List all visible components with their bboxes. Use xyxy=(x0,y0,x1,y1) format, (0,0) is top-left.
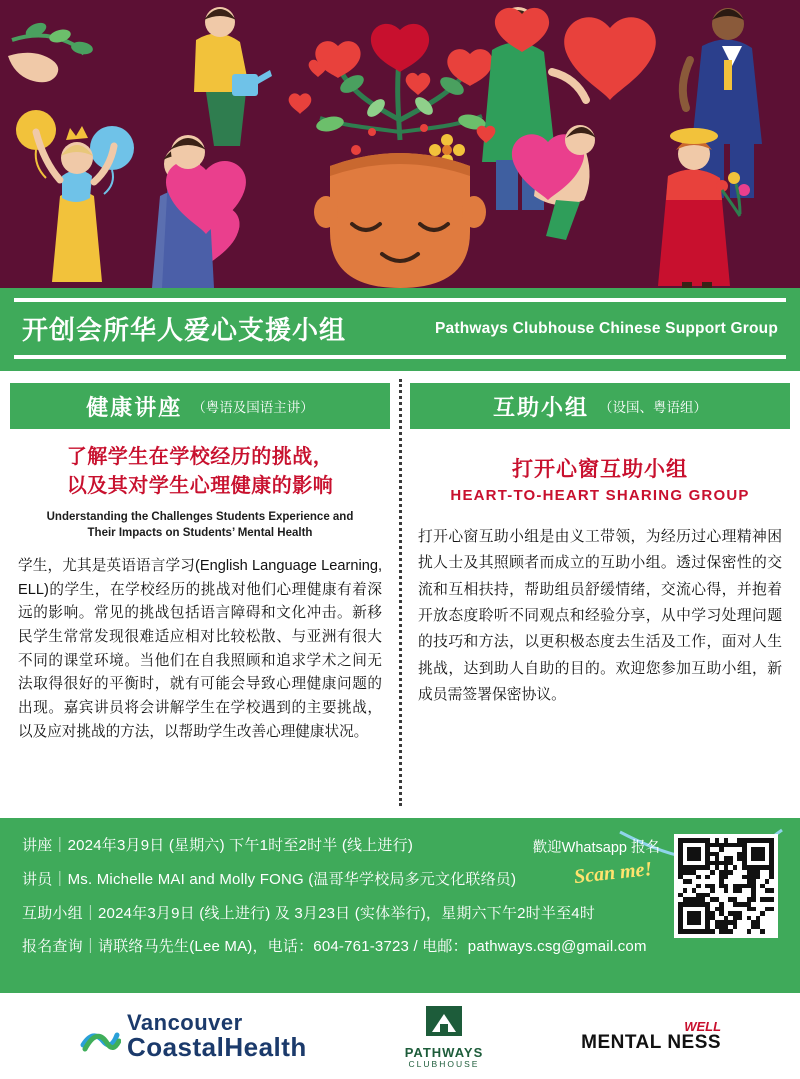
lecture-header-sub: （粤语及国语主讲） xyxy=(192,400,314,415)
mw-logo-well: WELL xyxy=(684,1019,722,1034)
lecture-subtitle-line2: Their Impacts on Students’ Mental Health xyxy=(87,527,313,540)
support-group-header-sub: （设国、粤语组） xyxy=(599,400,707,415)
info-group-datetime: 互助小组｜2024年3月9日 (线上进行) 及 3月23日 (实体举行)，星期六下午2时半至4时 xyxy=(22,904,596,922)
lecture-header-main: 健康讲座 xyxy=(86,394,183,420)
info-speakers: 讲员｜Ms. Michelle MAI and Molly FONG (温哥华学校局多元文化联络员) xyxy=(22,870,517,888)
support-group-body-text: 打开心窗互助小组是由义工带领，为经历过心理精神困扰人士及其照顾者而成立的互助小组。透过保密性的交流和互相扶持，帮助组员舒缓情绪，交流心得，并抱着开放态度聆听不同观点和经验分享，从中学习处理问题的技巧和方法，以更积极态度去生活及工作，面对人生挑战，达到助人自助的目的。欢迎您参加互助小组，新成员需签署保密协议。 xyxy=(418,529,782,703)
lecture-subtitle-line1: Understanding the Challenges Students Experience and xyxy=(46,511,354,523)
lecture-subtitle xyxy=(18,509,382,541)
vch-logo-line1: Vancouver xyxy=(126,1009,243,1035)
whatsapp-signup-label: 歡迎Whatsapp 报名 xyxy=(532,840,660,856)
lecture-column xyxy=(0,371,400,814)
title-bar xyxy=(0,288,800,371)
qr-code-grid xyxy=(678,838,774,934)
title-rule-bottom xyxy=(14,355,786,359)
lecture-title xyxy=(18,443,382,501)
vch-logo xyxy=(79,1011,307,1061)
mentalwellness-logo xyxy=(581,1020,721,1052)
lecture-header xyxy=(10,383,390,429)
pathways-logo xyxy=(405,1002,484,1070)
page-title-cn: 开创会所华人爱心支援小组 xyxy=(22,315,347,345)
pathways-mark-icon xyxy=(420,1002,468,1044)
qr-code[interactable] xyxy=(674,834,778,938)
support-group-title-en: HEART-TO-HEART SHARING GROUP xyxy=(450,487,750,504)
page-title-en: Pathways Clubhouse Chinese Support Group xyxy=(434,319,778,337)
vch-mark-icon xyxy=(79,1015,121,1057)
info-lecture-datetime: 讲座｜2024年3月9日 (星期六) 下午1时至2时半 (线上进行) xyxy=(22,837,414,854)
lecture-title-line2: 以及其对学生心理健康的影响 xyxy=(66,475,334,497)
lecture-body-text: 学生，尤其是英语语言学习(English Language Learning, ELL)的学生，在学校经历的挑战对他们心理健康有着深远的影响。常见的挑战包括语言障碍和文化冲击。新移民学生常常发现很难适应相对比较松散、与亚洲有很大不同的课堂环境。当他们在自我照顾和追求学术之间无法取得很好的平衡时，就有可能会导致心理健康问题的出现。嘉宾讲员将会讲解学生在学校遇到的主要挑战，以及应对挑战的方法，以帮助学生改善心理健康状况。 xyxy=(18,558,382,740)
support-group-header-main: 互助小组 xyxy=(492,394,589,420)
event-info-panel xyxy=(0,818,800,993)
info-contact: 报名查询｜请联络马先生(Lee MA)，电话：604-761-3723 / 电邮：pathways.csg@gmail.com xyxy=(22,938,647,956)
content-columns xyxy=(0,371,800,814)
pathways-logo-line2: CLUBHOUSE xyxy=(408,1059,480,1070)
pathways-logo-line1: PATHWAYS xyxy=(404,1045,484,1061)
title-rule-top xyxy=(14,298,786,302)
hero-artwork xyxy=(0,0,800,288)
lecture-title-line1: 了解学生在学校经历的挑战， xyxy=(66,446,334,468)
support-group-header xyxy=(410,383,790,429)
support-group-column xyxy=(400,371,800,814)
mw-logo-main: MENTAL NESS xyxy=(581,1032,722,1053)
support-group-title-cn: 打开心窗互助小组 xyxy=(512,458,688,481)
hero-illustration xyxy=(0,0,800,288)
vch-logo-line2: CoastalHealth xyxy=(126,1031,307,1062)
scan-me-label: Scan me! xyxy=(572,857,653,889)
footer-logos xyxy=(0,993,800,1079)
